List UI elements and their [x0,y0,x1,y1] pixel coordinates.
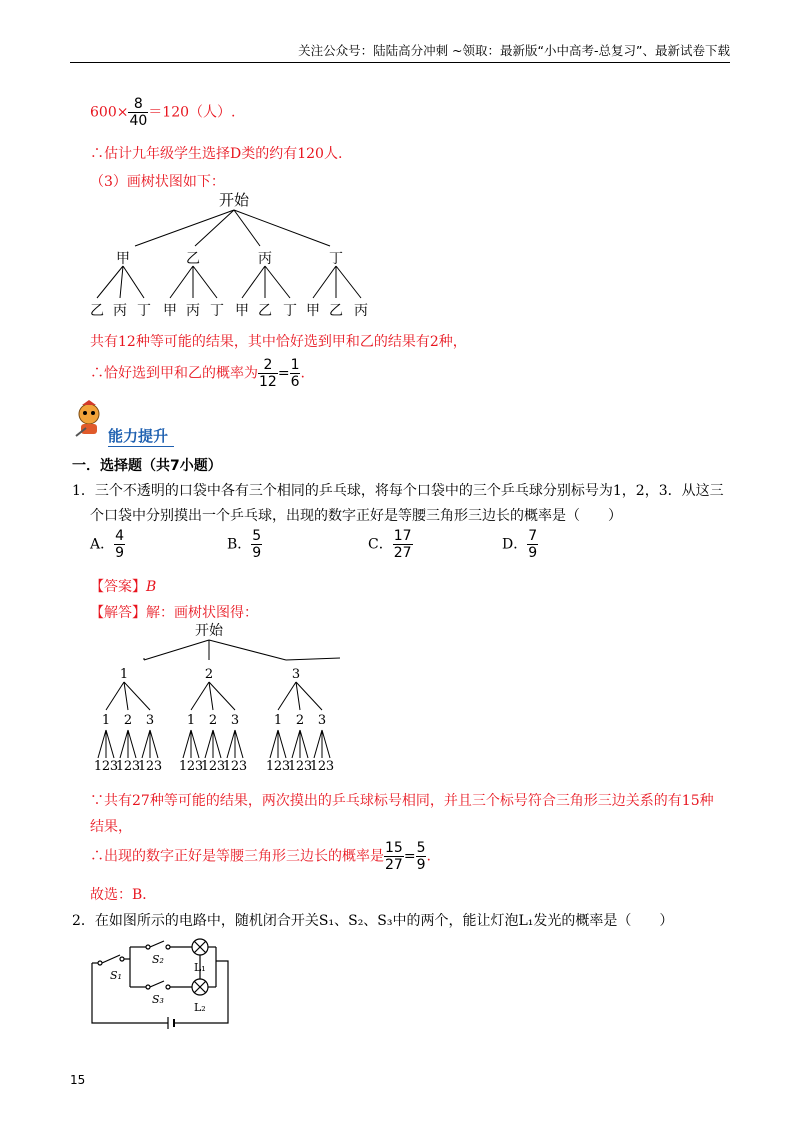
label-l2: L₂ [194,1001,206,1014]
numerator: 17 [393,528,412,544]
tree2-node-l3: 2 [317,759,327,774]
tree2-node-l3: 1 [93,759,103,774]
numerator: 4 [115,528,125,544]
tree1-leaf: 甲 [306,303,320,319]
tree2-node-l2: 3 [317,713,327,728]
tree2-node-l3: 1 [222,759,232,774]
option-fraction [114,528,125,561]
tree2-node-l3: 2 [145,759,155,774]
q1-line1: 1．三个不透明的口袋中各有三个相同的乒乓球，将每个口袋中的三个乒乓球分别标号为1，2，3．从这三 [72,483,724,499]
tree-branch [191,682,209,710]
tree1-node: 丁 [329,251,343,267]
tree2-node-l2: 1 [101,713,111,728]
page-number: 15 [70,1073,86,1087]
prob2-fraction-b [416,840,427,873]
option-fraction [251,528,262,561]
tree1-node: 丙 [258,251,272,267]
option-a[interactable] [90,528,125,561]
tree-branch [300,730,308,758]
tree2-node-l3: 3 [194,759,204,774]
tree-branch [191,730,199,758]
denominator: 12 [259,374,277,390]
tree-branch [120,730,128,758]
numerator: 2 [258,357,278,374]
tree2-node-l3: 3 [238,759,248,774]
denominator: 9 [115,545,125,561]
estimate-text: ∴估计九年级学生选择D类的约有120人. [90,146,343,162]
label-s2: S₂ [152,953,164,966]
tree2-node-l3: 1 [309,759,319,774]
tree-branch [227,730,235,758]
calc-prefix: 600× [90,104,129,121]
tree1-leaf: 甲 [235,303,249,319]
tree1-leaf: 乙 [90,303,104,319]
tree2-node-l3: 2 [101,759,111,774]
denominator: 9 [252,545,262,561]
prob2-suffix: . [426,848,431,865]
tree2-node-l1: 2 [204,667,214,682]
result2-line1: ∵共有27种等可能的结果，两次摸出的乒乓球标号相同，并且三个标号符合三角形三边关系的有15种 [90,793,714,809]
part-title: 一．选择题（共7小题） [72,458,222,474]
prob1-prefix: ∴恰好选到甲和乙的概率为 [90,365,258,382]
tree2-node-l2: 2 [295,713,305,728]
tree2-node-l3: 3 [109,759,119,774]
page-header: 关注公众号：陆陆高分冲刺 ~领取：最新版“小中高考-总复习”、最新试卷下载 [70,41,730,63]
tree-diagram-1 [80,188,400,323]
tree2-node-l3: 3 [303,759,313,774]
result2-line2: 结果， [90,819,132,835]
answer-value: B [146,579,157,595]
tree2-node-l3: 3 [325,759,335,774]
tree-branch [235,730,243,758]
tree1-node: 甲 [116,251,130,267]
tree2-node-l3: 1 [200,759,210,774]
tree-branch [150,730,158,758]
numerator: 15 [385,840,403,856]
denominator: 6 [290,374,300,390]
prob2-fraction-a [384,840,404,873]
option-d[interactable] [502,528,538,561]
tree2-node-l2: 2 [123,713,133,728]
circuit-diagram [88,935,238,1030]
tree1-leaf: 丁 [283,303,297,319]
prob2-line [90,840,431,873]
tree2-node-l3: 3 [281,759,291,774]
prob1-fraction-b [290,357,301,390]
tree-branch [286,658,340,660]
calc-line [90,96,235,129]
mascot-icon [72,400,106,440]
option-c[interactable] [368,528,413,561]
tree2-node-l3: 1 [265,759,275,774]
tree1-leaf: 乙 [258,303,272,319]
option-b[interactable] [227,528,262,561]
numerator: 7 [528,528,538,544]
tree1-leaf: 乙 [329,303,343,319]
tree-branch [106,682,124,710]
tree-branch [183,730,191,758]
tree2-node-l3: 2 [186,759,196,774]
tree1-leaf: 丙 [354,303,368,319]
choose-text: 故选：B． [90,887,157,903]
calc-suffix: ＝120（人）. [148,104,236,121]
tree2-node-l1: 1 [119,667,129,682]
tree2-node-l3: 3 [216,759,226,774]
tree-branch [314,730,322,758]
option-label: C． [368,536,393,553]
tree2-node-l3: 2 [123,759,133,774]
prob1-fraction-a [258,357,278,390]
equals-sign: = [403,848,416,865]
denominator: 9 [528,545,538,561]
tree-diagram-2 [88,618,368,778]
q1-line2: 个口袋中分别摸出一个乒乓球，出现的数字正好是等腰三角形三边长的概率是（ ） [90,508,622,524]
label-s3: S₃ [152,993,164,1006]
step3-text: （3）画树状图如下： [90,174,225,190]
answer-line [90,576,156,596]
tree2-node-l3: 1 [115,759,125,774]
tree-branch [292,730,300,758]
tree2-node-l3: 3 [131,759,141,774]
calc-numerator: 8 [128,96,148,113]
tree2-node-l2: 3 [230,713,240,728]
denominator: 27 [393,545,412,561]
tree-branch [205,730,213,758]
tree2-node-l3: 1 [178,759,188,774]
denominator: 27 [385,857,403,873]
solution-tag: 【解答】 [90,605,146,621]
tree1-leaf: 丙 [113,303,127,319]
tree2-node-l2: 3 [145,713,155,728]
numerator: 5 [416,840,426,856]
tree1-leaf: 丁 [137,303,151,319]
tree-branch [144,640,209,660]
tree-branch [106,730,114,758]
option-label: B． [227,536,252,553]
tree-branch [128,730,136,758]
tree1-root: 开始 [218,191,250,209]
tree-branch [322,730,330,758]
tree1-leaf: 甲 [163,303,177,319]
calc-denominator: 40 [129,113,148,129]
label-s1: S₁ [110,969,122,982]
answer-tag: 【答案】 [90,579,146,595]
option-label: A． [90,536,115,553]
prob1-line [90,357,305,390]
option-fraction [393,528,413,561]
calc-fraction [128,96,148,129]
tree2-node-l3: 1 [287,759,297,774]
solution-text: 解：画树状图得： [146,605,258,621]
result1-text: 共有12种等可能的结果，其中恰好选到甲和乙的结果有2种， [90,334,467,350]
prob1-suffix: . [300,365,305,382]
tree-branch [209,640,286,660]
label-l1: L₁ [194,961,206,974]
tree2-node-l3: 3 [153,759,163,774]
tree-branch [270,730,278,758]
tree2-node-l3: 2 [295,759,305,774]
option-fraction [527,528,538,561]
tree2-node-l3: 2 [273,759,283,774]
numerator: 5 [252,528,262,544]
tree-branch [213,730,221,758]
section-title: 能力提升 [108,425,174,447]
tree-branch [278,730,286,758]
tree-branch [278,682,296,710]
option-label: D． [502,536,528,553]
tree-branch [98,730,106,758]
numerator: 1 [290,357,300,373]
tree2-root: 开始 [195,623,223,639]
denominator: 9 [416,857,426,873]
equals-sign: = [277,365,290,382]
tree2-node-l3: 2 [208,759,218,774]
tree1-leaf: 丙 [186,303,200,319]
tree2-node-l2: 2 [208,713,218,728]
tree1-leaf: 丁 [210,303,224,319]
tree2-node-l2: 1 [186,713,196,728]
tree-branch [142,730,150,758]
q2-text: 2．在如图所示的电路中，随机闭合开关S₁、S₂、S₃中的两个，能让灯泡L₁发光的概率是（ ） [72,913,674,929]
tree2-node-l3: 2 [230,759,240,774]
tree2-node-l3: 1 [137,759,147,774]
tree2-node-l1: 3 [291,667,301,682]
tree1-node: 乙 [186,251,200,267]
tree2-node-l2: 1 [273,713,283,728]
prob2-prefix: ∴出现的数字正好是等腰三角形三边长的概率是 [90,848,384,865]
